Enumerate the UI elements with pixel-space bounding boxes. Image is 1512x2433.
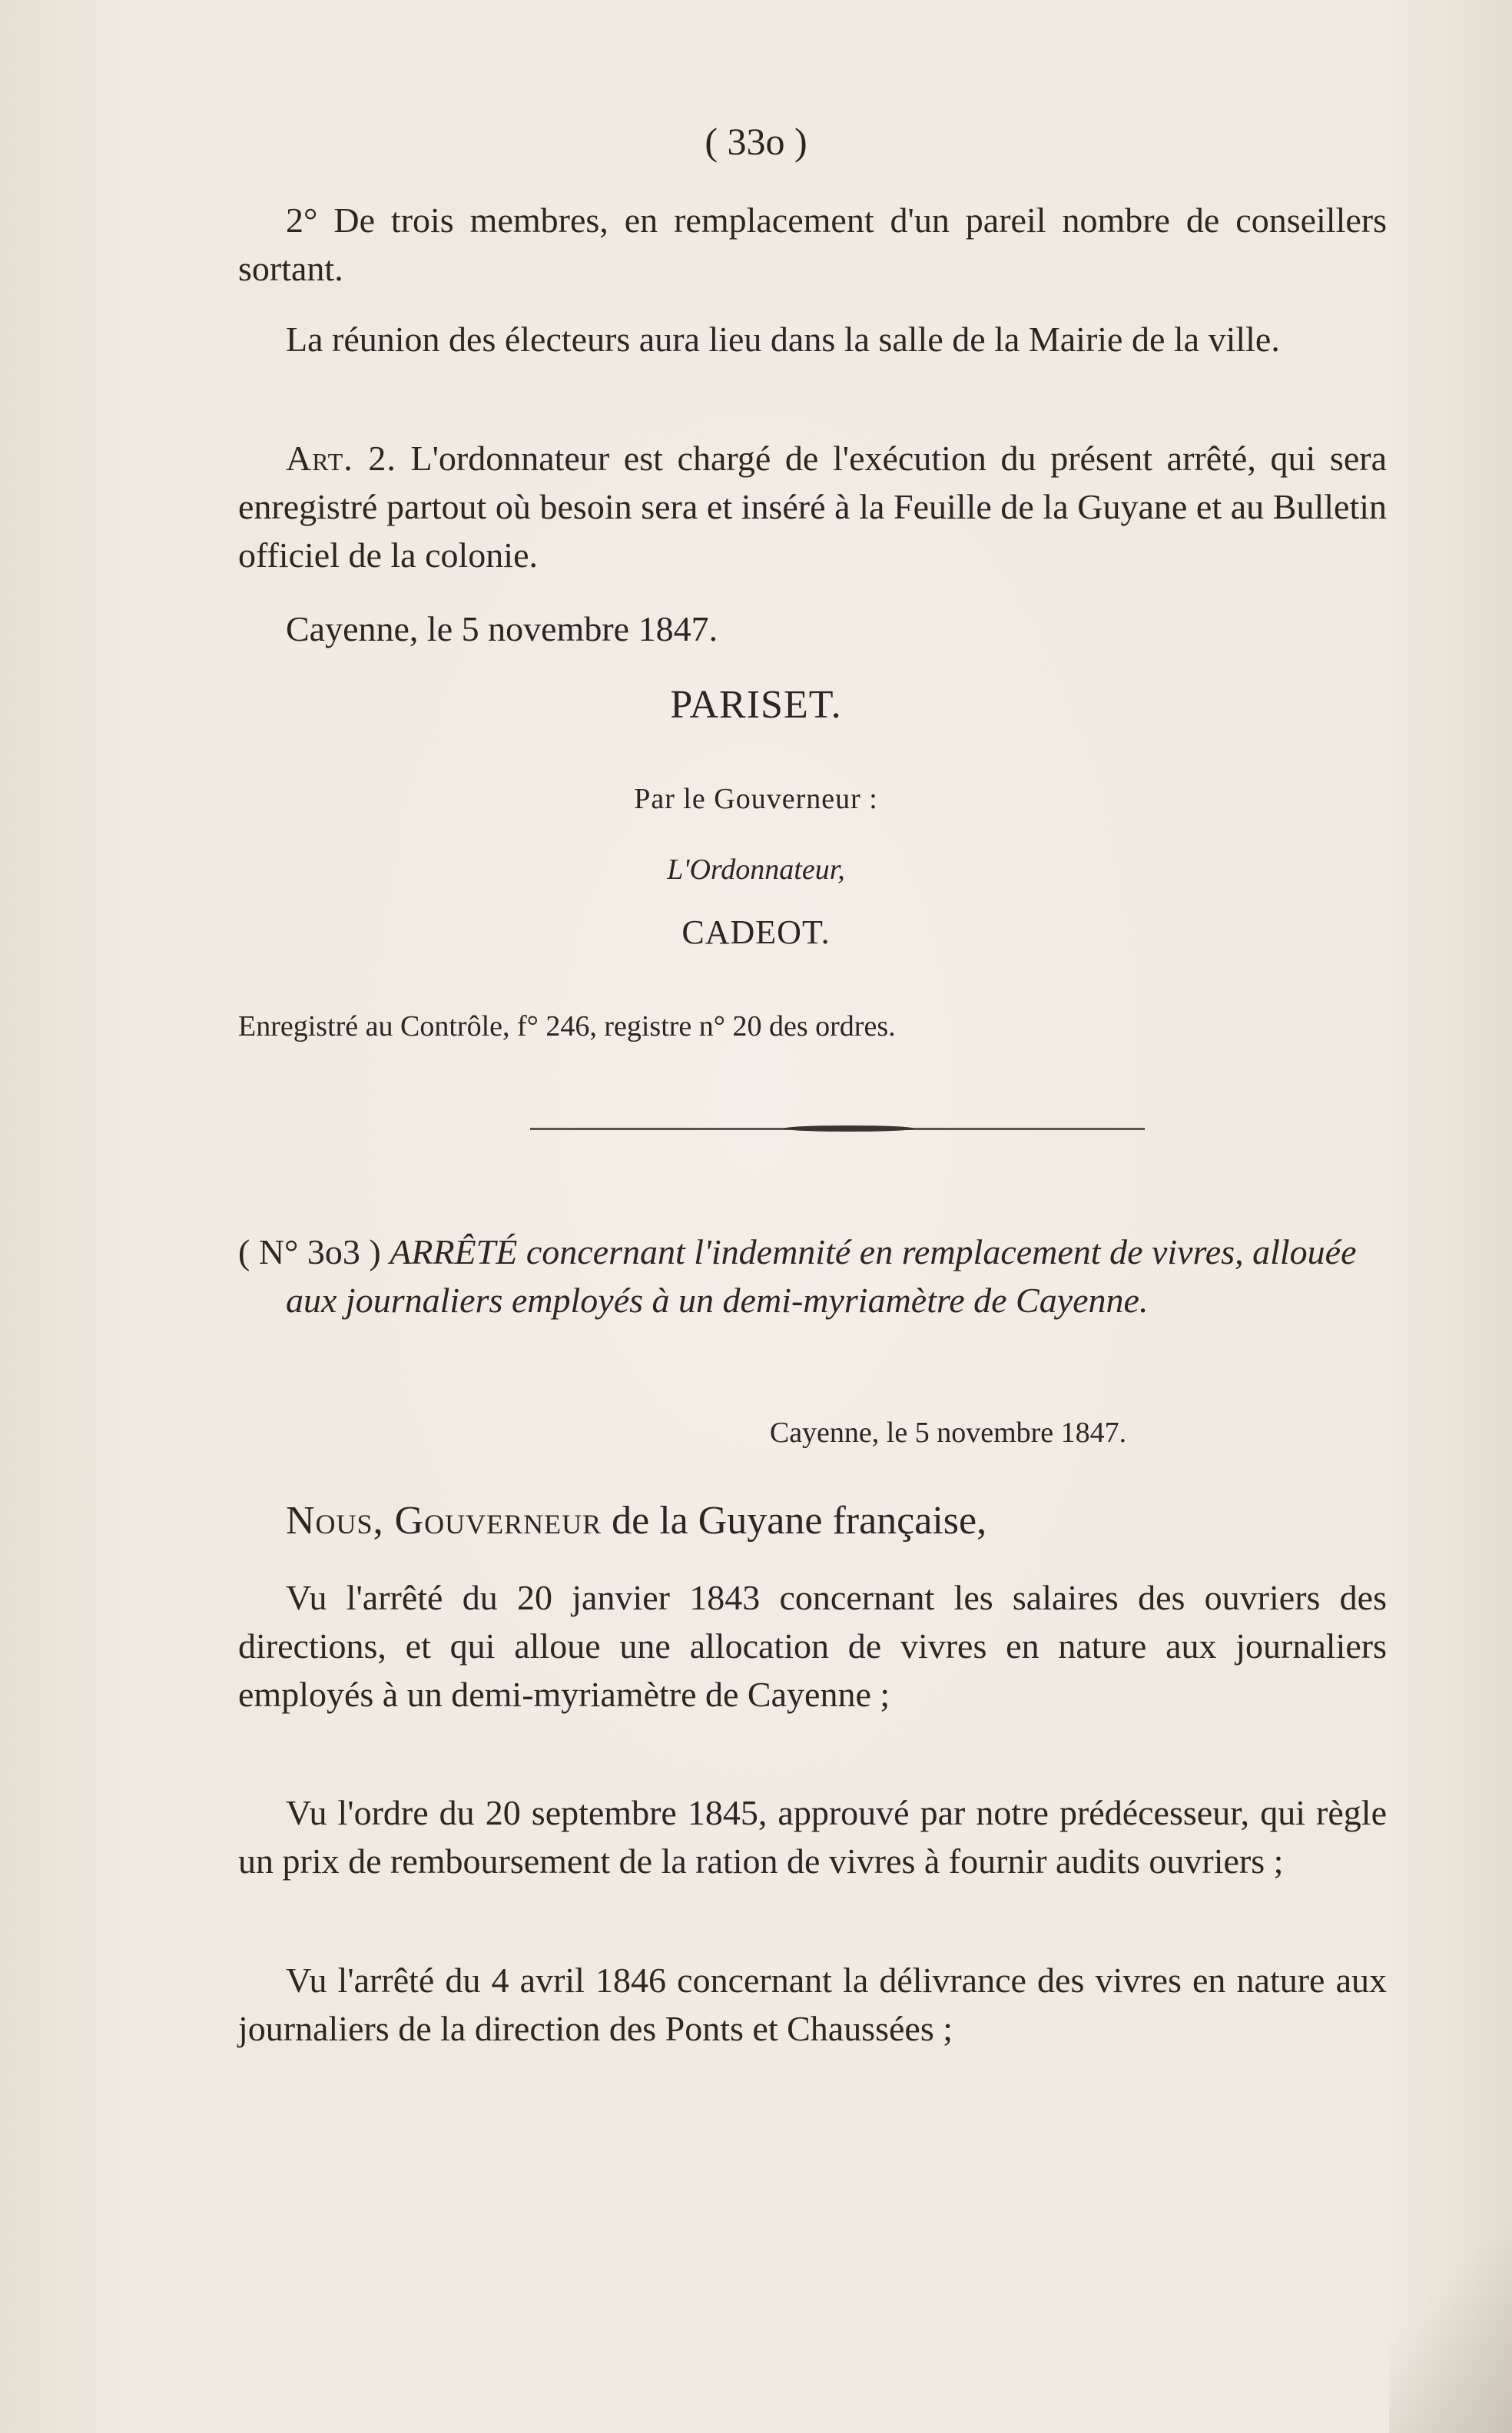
decree-title: ARRÊTÉ concernant l'indemnité en remplacement de vivres, allouée aux journaliers employés à un demi-myriamètre de Cayenne. [286,1232,1357,1320]
paragraph-article-2 [238,434,1387,579]
signature-by: Par le Gouverneur : [634,783,878,815]
vu-1846: Vu l'arrêté du 4 avril 1846 concernant la délivrance des vivres en nature aux journaliers de la direction des Ponts et Chaussées ; [238,1961,1387,2048]
page-shadow [1389,2189,1512,2433]
article-text: L'ordonnateur est chargé de l'exécution du présent arrêté, qui sera enregistré partout où besoin sera et inséré à la Feuille de la Guyane et au Bulletin officiel de la colonie. [238,439,1387,575]
article-label: Art. 2. [286,439,396,478]
nous-line [238,1494,1387,1548]
paragraph-meeting: La réunion des électeurs aura lieu dans la salle de la Mairie de la ville. [286,320,1280,359]
signature-cadeot: CADEOT. [681,913,831,951]
section-divider [530,1128,1145,1130]
paragraph-members: 2° De trois membres, en remplacement d'un pareil nombre de conseillers sortant. [238,201,1387,288]
paragraph-date: Cayenne, le 5 novembre 1847. [286,609,718,648]
registration-note: Enregistré au Contrôle, f° 246, registre n° 20 des ordres. [238,1010,896,1042]
signature-pariset: PARISET. [670,683,842,727]
nous-prefix: Nous, Gouverneur [286,1499,602,1543]
nous-rest: de la Guyane française, [612,1499,987,1543]
decree-heading [238,1228,1387,1324]
vu-1843: Vu l'arrêté du 20 janvier 1843 concernant les salaires des ouvriers des directions, et qui alloue une allocation de vivres en nature aux journaliers employés à un demi-myriamètre de Cayenne ; [238,1578,1387,1714]
page-number: ( 33o ) [705,120,807,163]
signature-role: L'Ordonnateur, [667,854,845,886]
decree-date: Cayenne, le 5 novembre 1847. [769,1417,1127,1449]
decree-number: ( N° 3o3 ) [238,1232,381,1271]
vu-1845: Vu l'ordre du 20 septembre 1845, approuvé par notre prédécesseur, qui règle un prix de remboursement de la ration de vivres à fournir audits ouvriers ; [238,1793,1387,1881]
